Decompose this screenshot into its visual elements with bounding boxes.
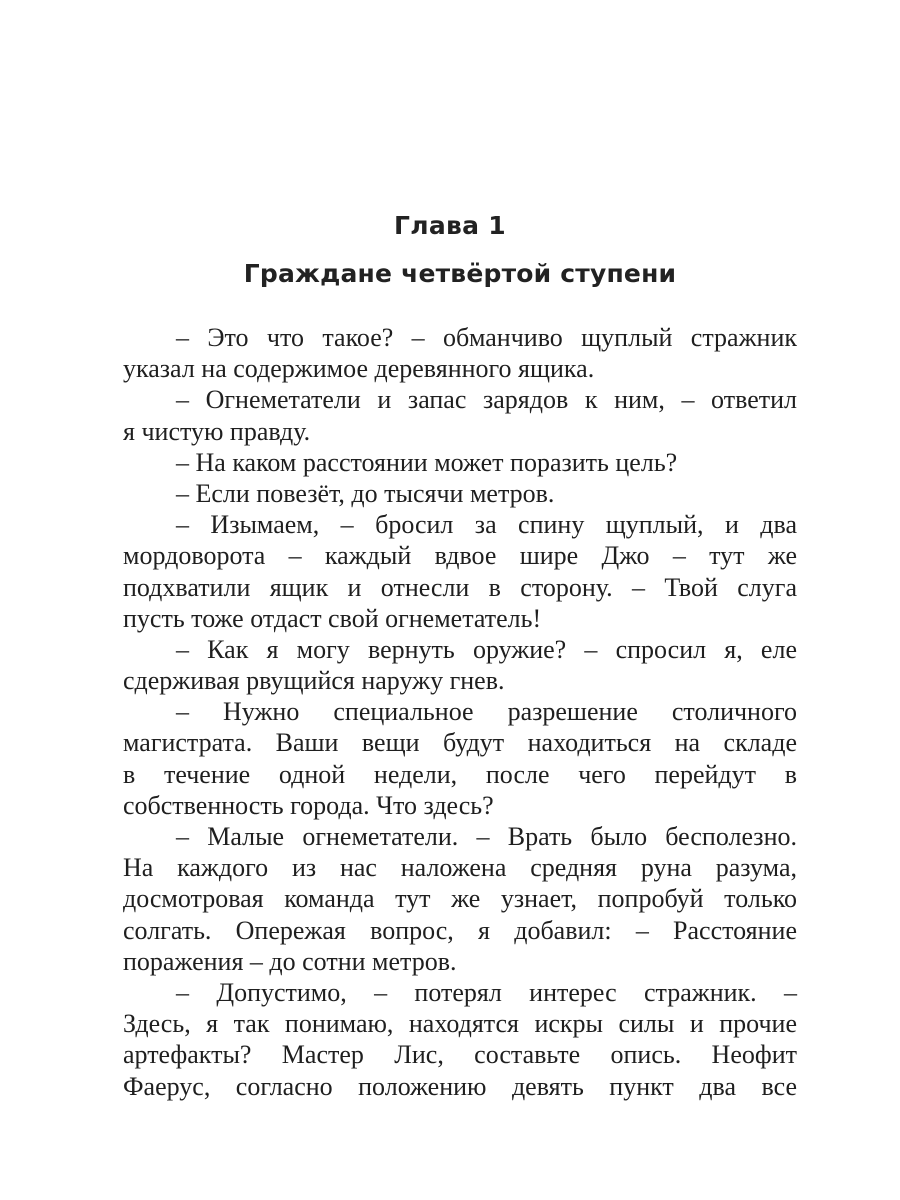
text-line: – Огнеметатели и запас зарядов к ним, – ответил	[176, 385, 797, 415]
text-line: – Нужно специальное разрешение столичного	[176, 697, 797, 727]
text-line: собственность города. Что здесь?	[123, 790, 494, 820]
text-line: подхватили ящик и отнесли в сторону. – Твой слуга	[123, 572, 797, 602]
text-line: – Если повезёт, до тысячи метров.	[176, 478, 555, 508]
text-line: магистрата. Ваши вещи будут находиться на складе	[123, 728, 797, 758]
text-line: сдерживая рвущийся наружу гнев.	[123, 666, 505, 696]
text-line: – Малые огнеметатели. – Врать было бесполезно.	[176, 822, 797, 851]
text-line: – Допустимо, – потерял интерес стражник. –	[176, 977, 797, 1007]
text-line: указал на содержимое деревянного ящика.	[123, 354, 595, 384]
text-line: солгать. Опережая вопрос, я добавил: – Расстояние	[123, 915, 797, 945]
text-line: Фаерус, согласно положению девять пункт два все	[123, 1071, 797, 1101]
text-line: – Как я могу вернуть оружие? – спросил я, еле	[176, 634, 797, 664]
chapter-title: Граждане четвёртой ступени	[243, 259, 677, 288]
text-line: – Это что такое? – обманчиво щуплый стражник	[176, 323, 797, 352]
text-line: мордоворота – каждый вдвое шире Джо – тут же	[123, 541, 797, 571]
text-line: Здесь, я так понимаю, находятся искры силы и прочие	[123, 1009, 797, 1039]
text-line: артефакты? Мастер Лис, составьте опись. Неофит	[123, 1040, 797, 1070]
body-text	[123, 322, 797, 1102]
text-line: досмотровая команда тут же узнает, попробуй только	[123, 884, 797, 914]
chapter-number: Глава 1	[394, 211, 506, 240]
text-line: – Изымаем, – бросил за спину щуплый, и два	[176, 510, 797, 540]
text-line: я чистую правду.	[123, 416, 311, 446]
text-line: поражения – до сотни метров.	[123, 946, 457, 976]
text-line: На каждого из нас наложена средняя руна разума,	[123, 853, 797, 883]
text-line: в течение одной недели, после чего перейдут в	[123, 759, 797, 789]
text-line: пусть тоже отдаст свой огнеметатель!	[123, 603, 542, 633]
text-line: – На каком расстоянии может поразить цель?	[176, 447, 678, 477]
